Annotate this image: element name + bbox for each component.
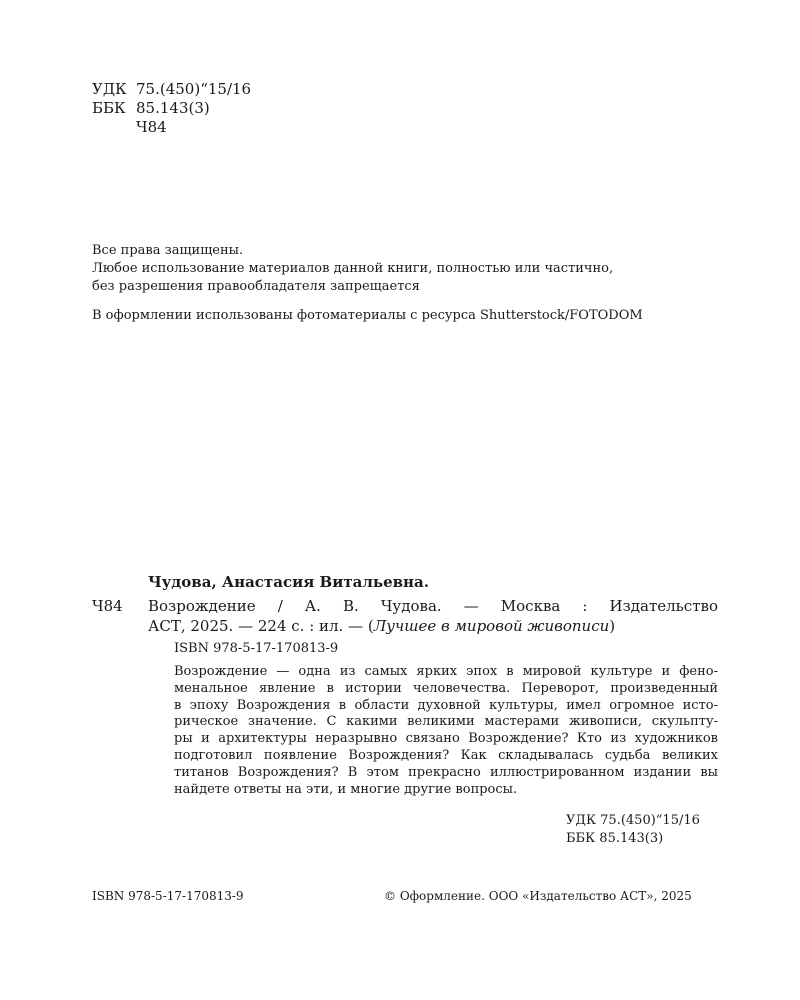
catalog-series: Лучшее в мировой живописи	[373, 617, 610, 635]
rights-line-1: Все права защищены.	[92, 243, 244, 258]
catalog-classification	[566, 812, 700, 848]
annotation-line: найдете ответы на эти, и многие другие вопросы.	[174, 781, 518, 797]
annotation-line: рическое значение. С какими великими мастерами живописи, скульпту-	[174, 714, 718, 730]
author-mark-row	[92, 118, 251, 137]
footer-isbn: ISBN 978-5-17-170813-9	[92, 889, 244, 903]
classification-block	[92, 80, 251, 137]
bbk-row	[92, 99, 251, 118]
rights-line-3: без разрешения правообладателя запрещается	[92, 279, 420, 294]
annotation	[174, 664, 718, 798]
author-mark: Ч84	[136, 118, 167, 136]
catalog-isbn: ISBN 978-5-17-170813-9	[174, 641, 339, 656]
rights-notice	[92, 242, 613, 296]
footer-copyright: © Оформление. ООО «Издательство АСТ», 2025	[384, 889, 692, 903]
catalog-bbk: ББК 85.143(3)	[566, 831, 664, 846]
annotation-line: титанов Возрождения? В этом прекрасно иллюстрированном издании вы	[174, 764, 718, 780]
photo-credit: В оформлении использованы фотоматериалы с ресурса Shutterstock/FOTODOM	[92, 308, 643, 323]
catalog-publication-info: АСТ, 2025. — 224 с. : ил. — (	[148, 617, 374, 635]
catalog-title-line-1: Возрождение / А. В. Чудова. — Москва : Издательство	[148, 597, 718, 615]
bbk-label: ББК	[92, 99, 126, 117]
catalog-title-line-2	[148, 616, 718, 636]
annotation-line: менальное явление в истории человечества. Переворот, произведенный	[174, 680, 718, 696]
catalog-title	[148, 596, 718, 636]
annotation-line: ры и архитектуры неразрывно связано Возрождение? Кто из художников	[174, 731, 718, 747]
catalog-author: Чудова, Анастасия Витальевна.	[148, 573, 429, 591]
udk-label: УДК	[92, 80, 127, 98]
catalog-udk: УДК 75.(450)“15/16	[566, 813, 700, 828]
annotation-line: подготовил появление Возрождения? Как складывалась судьба великих	[174, 747, 718, 763]
rights-line-2: Любое использование материалов данной книги, полностью или частично,	[92, 261, 614, 276]
catalog-series-close: )	[609, 617, 616, 635]
catalog-author-mark: Ч84	[92, 597, 123, 615]
annotation-line: в эпоху Возрождения в области духовной культуры, имел огромное исто-	[174, 697, 718, 713]
udk-row	[92, 80, 251, 99]
annotation-line: Возрождение — одна из самых ярких эпох в мировой культуре и фено-	[174, 664, 718, 679]
bbk-value: 85.143(3)	[136, 99, 210, 117]
udk-value: 75.(450)“15/16	[136, 80, 252, 98]
